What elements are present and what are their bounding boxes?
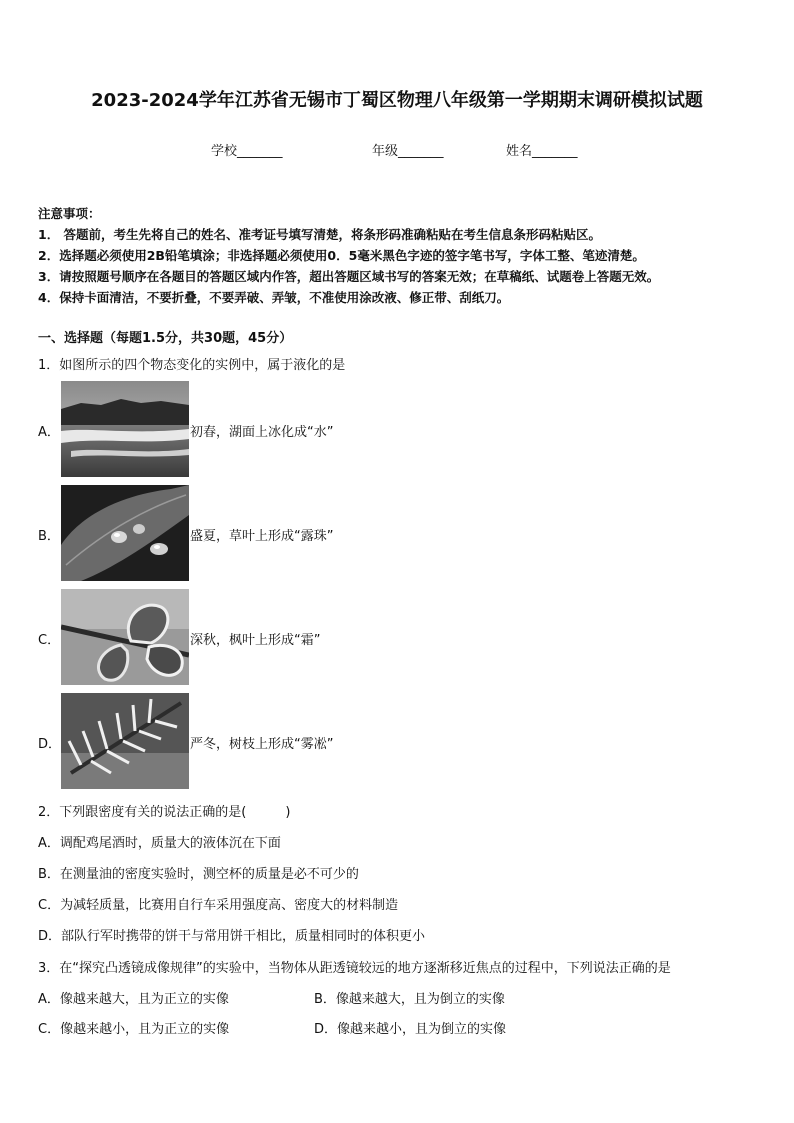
q1-option-c-letter[interactable]: C． — [38, 633, 61, 648]
question-1-stem: 1．如图所示的四个物态变化的实例中，属于液化的是 — [38, 358, 346, 373]
question-2-stem: 2．下列跟密度有关的说法正确的是( ) — [38, 805, 291, 820]
notes-section — [38, 203, 768, 308]
q2-option-b[interactable]: B．在测量油的密度实验时，测空杯的质量是必不可少的 — [38, 867, 359, 882]
section-heading: 一、选择题（每题1.5分，共30题，45分） — [38, 331, 293, 346]
question-3-stem: 3．在“探究凸透镜成像规律”的实验中，当物体从距透镜较远的地方逐渐移近焦点的过程中，下列说法正确的是 — [38, 961, 671, 976]
dew-leaf-photo — [61, 485, 189, 581]
q1-option-b-text: 盛夏，草叶上形成“露珠” — [190, 529, 334, 544]
note-item: 3．请按照题号顺序在各题目的答题区域内作答，超出答题区域书写的答案无效；在草稿纸、试题卷上答题无效。 — [38, 269, 660, 284]
notes-heading: 注意事项： — [38, 206, 101, 221]
q3-option-c[interactable]: C．像越来越小，且为正立的实像 — [38, 1022, 230, 1037]
q1-option-b-letter[interactable]: B． — [38, 529, 60, 544]
q2-option-c[interactable]: C．为减轻质量，比赛用自行车采用强度高、密度大的材料制造 — [38, 898, 399, 913]
q3-option-a[interactable]: A．像越来越大，且为正立的实像 — [38, 992, 229, 1007]
q3-option-d[interactable]: D．像越来越小，且为倒立的实像 — [314, 1022, 507, 1037]
q1-option-a-letter[interactable]: A． — [38, 425, 60, 440]
note-item: 2．选择题必须使用2B铅笔填涂；非选择题必须使用0．5毫米黑色字迹的签字笔书写，字体工整、笔迹清楚。 — [38, 248, 645, 263]
lake-landscape-photo — [61, 381, 189, 477]
q2-option-d[interactable]: D．部队行军时携带的饼干与常用饼干相比，质量相同时的体积更小 — [38, 929, 426, 944]
q1-option-d-text: 严冬，树枝上形成“雾凇” — [190, 737, 334, 752]
school-field[interactable]: 学校_______ — [211, 144, 283, 159]
rime-branch-photo — [61, 693, 189, 789]
frost-leaf-photo — [61, 589, 189, 685]
exam-title: 2023-2024学年江苏省无锡市丁蜀区物理八年级第一学期期末调研模拟试题 — [91, 90, 703, 111]
note-item: 1． 答题前，考生先将自己的姓名、准考证号填写清楚，将条形码准确粘贴在考生信息条形码粘贴区。 — [38, 227, 602, 242]
q1-option-a-text: 初春，湖面上冰化成“水” — [190, 425, 334, 440]
q3-option-b[interactable]: B．像越来越大，且为倒立的实像 — [314, 992, 505, 1007]
q1-option-c-text: 深秋，枫叶上形成“霜” — [190, 633, 321, 648]
grade-field[interactable]: 年级_______ — [372, 144, 444, 159]
q1-option-d-letter[interactable]: D． — [38, 737, 62, 752]
note-item: 4．保持卡面清洁，不要折叠，不要弄破、弄皱，不准使用涂改液、修正带、刮纸刀。 — [38, 290, 510, 305]
q2-option-a[interactable]: A．调配鸡尾酒时，质量大的液体沉在下面 — [38, 836, 281, 851]
name-field[interactable]: 姓名_______ — [506, 144, 578, 159]
